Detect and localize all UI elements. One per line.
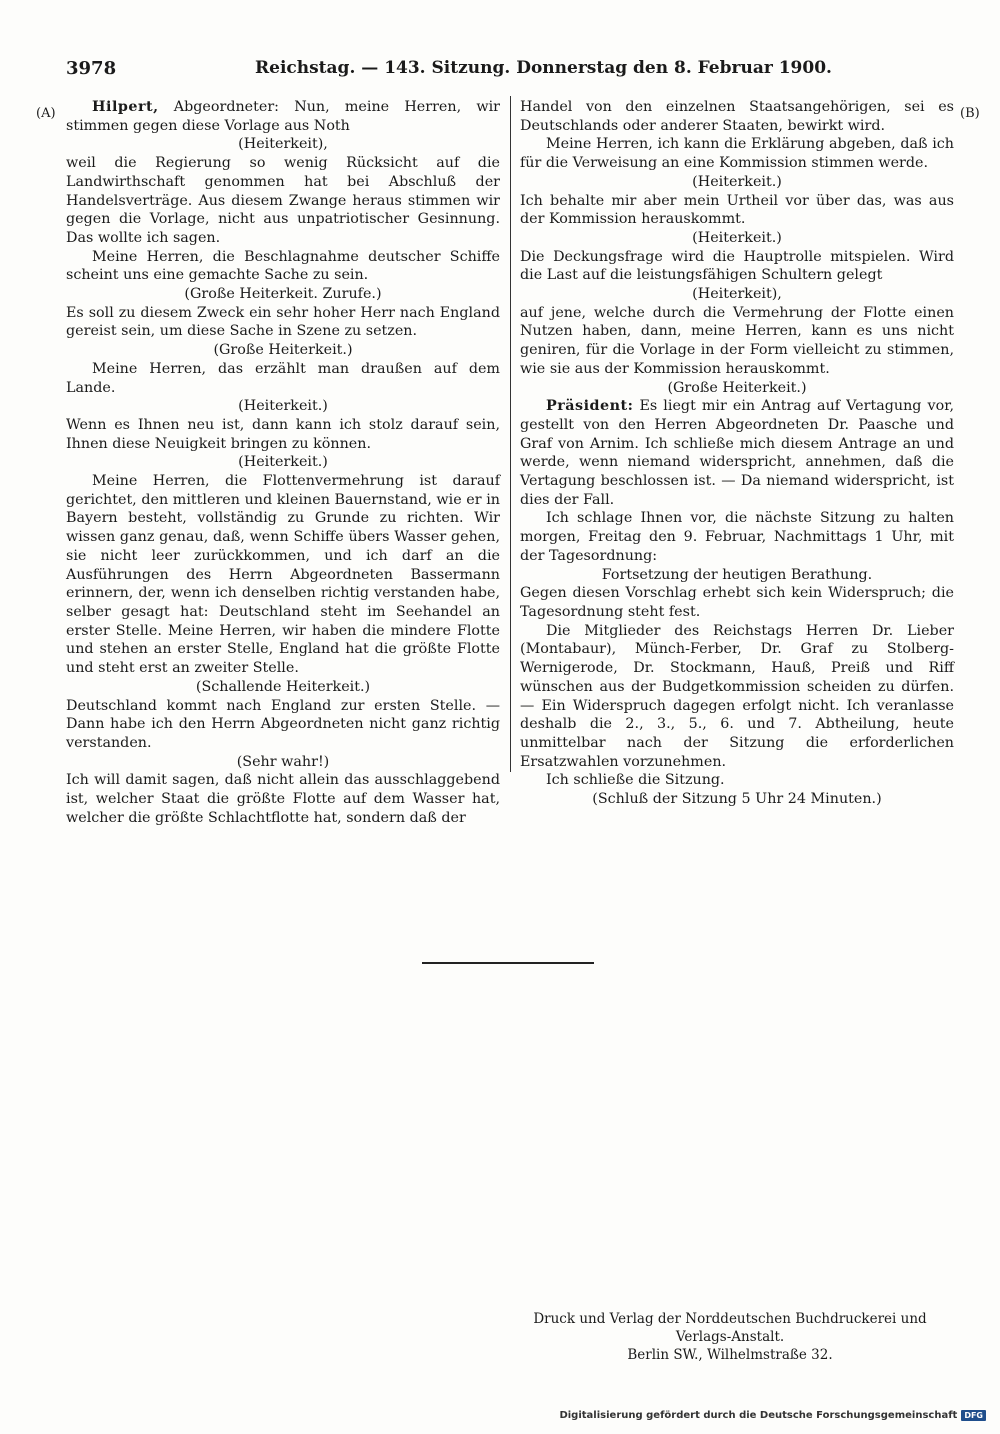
speech-paragraph: Es soll zu diesem Zweck ein sehr hoher Herr nach England gereist sein, um diese Sache in Szene zu setzen. [66, 304, 500, 340]
column-divider [510, 96, 511, 772]
reaction: (Heiterkeit.) [238, 398, 328, 415]
reaction: (Heiterkeit.) [692, 173, 782, 190]
speech-paragraph: Meine Herren, das erzählt man draußen auf dem Lande. [66, 360, 500, 396]
speech-paragraph [66, 98, 500, 135]
speech-paragraph: Ich schließe die Sitzung. [546, 772, 725, 789]
reaction: (Heiterkeit.) [692, 229, 782, 246]
agenda-item: Fortsetzung der heutigen Berathung. [601, 566, 873, 583]
speech-paragraph: Handel von den einzelnen Staatsangehörigen, sei es Deutschlands oder anderer Staaten, bewirkt wird. [520, 99, 954, 134]
page-number: 3978 [66, 58, 117, 79]
speech-paragraph: Die Deckungsfrage wird die Hauptrolle mitspielen. Wird die Last auf die leistungsfähigen Schultern gelegt [520, 248, 954, 284]
speech-paragraph: Deutschland kommt nach England zur ersten Stelle. — Dann habe ich den Herrn Abgeordneten nicht ganz richtig verstanden. [66, 697, 500, 751]
speech-paragraph: weil die Regierung so wenig Rücksicht auf die Landwirthschaft genommen hat bei Abschluß der Handelsverträge. Aus diesem Zwange heraus stimmen wir gegen die Vorlage, nicht aus unpatriotischer Gesinnung. Das wollte ich sagen. [66, 155, 500, 246]
speech-paragraph: Wenn es Ihnen neu ist, dann kann ich stolz darauf sein, Ihnen diese Neuigkeit bringen zu können. [66, 416, 500, 452]
reaction: (Heiterkeit.) [238, 454, 328, 471]
speech-text: Abgeordneter: Nun, meine Herren, wir stimmen gegen diese Vorlage aus Noth [66, 99, 500, 134]
end-rule [422, 962, 594, 964]
margin-mark-b: (B) [960, 106, 980, 121]
speech-paragraph: Meine Herren, die Flottenvermehrung ist darauf gerichtet, den mittleren und kleinen Bauernstand, wie er in Bayern besteht, vollständig zu Grunde zu richten. Wir wissen ganz genau, daß, wenn Schiffe übers Wasser gehen, sie nicht leer zurückkommen, und ich darf an die Ausführungen des Herrn Abgeordneten Bassermann erinnern, der, wenn ich denselben richtig verstanden habe, selber gesagt hat: Deutschland steht im Seehandel an erster Stelle. Meine Herren, wir haben die mindere Flotte und stehen an erster Stelle, England hat die größte Flotte und steht erst an zweiter Stelle. [66, 473, 500, 677]
reaction: (Schallende Heiterkeit.) [195, 678, 371, 695]
speaker-name: Hilpert, [92, 99, 159, 115]
speech-paragraph: Gegen diesen Vorschlag erhebt sich kein Widerspruch; die Tagesordnung steht fest. [520, 585, 954, 620]
speech-paragraph: Meine Herren, ich kann die Erklärung abgeben, daß ich für die Verweisung an eine Kommission stimmen werde. [520, 136, 954, 172]
reaction: (Große Heiterkeit. Zurufe.) [184, 286, 382, 303]
speech-paragraph: Ich will damit sagen, daß nicht allein das ausschlaggebend ist, welcher Staat die größte Flotte auf dem Wasser hat, welcher die größte Schlachtflotte hat, sondern daß der [66, 772, 500, 826]
left-column [66, 98, 500, 827]
session-close: (Schluß der Sitzung 5 Uhr 24 Minuten.) [592, 791, 882, 808]
running-head: Reichstag. — 143. Sitzung. Donnerstag den 8. Februar 1900. [255, 58, 832, 78]
right-column [520, 98, 954, 809]
speech-paragraph: auf jene, welche durch die Vermehrung der Flotte einen Nutzen haben, dann, meine Herren, kann es uns nicht geniren, für die Vorlage in der Form vielleicht zu stimmen, wie sie aus der Kommission herauskommt. [520, 304, 954, 377]
reaction: (Heiterkeit), [238, 136, 328, 153]
speech-paragraph: Ich schlage Ihnen vor, die nächste Sitzung zu halten morgen, Freitag den 9. Februar, Nachmittags 1 Uhr, mit der Tagesordnung: [520, 510, 954, 564]
speech-paragraph: Ich behalte mir aber mein Urtheil vor über das, was aus der Kommission herauskommt. [520, 192, 954, 228]
imprint-line-1: Druck und Verlag der Norddeutschen Buchdruckerei und Verlags-Anstalt. [533, 1311, 927, 1345]
imprint-line-2: Berlin SW., Wilhelmstraße 32. [627, 1347, 833, 1363]
digitization-footer [559, 1410, 986, 1421]
reaction: (Große Heiterkeit.) [213, 342, 353, 359]
speech-text: Es liegt mir ein Antrag auf Vertagung vor, gestellt von den Herren Abgeordneten Dr. Paasche und Graf von Arnim. Ich schließe mich diesem Antrage an und werde, wenn niemand widerspricht, annehmen, daß die Vertagung beschlossen ist. — Da niemand widerspricht, ist dies der Fall. [520, 398, 954, 508]
speaker-name: Präsident: [546, 398, 634, 415]
reaction: (Sehr wahr!) [236, 753, 330, 770]
speech-paragraph: Meine Herren, die Beschlagnahme deutscher Schiffe scheint uns eine gemachte Sache zu sein. [66, 248, 500, 284]
speech-paragraph [520, 397, 954, 509]
dfg-logo-icon: DFG [961, 1410, 986, 1421]
imprint [510, 1310, 950, 1364]
reaction: (Große Heiterkeit.) [667, 379, 807, 396]
speech-paragraph: Die Mitglieder des Reichstags Herren Dr. Lieber (Montabaur), Münch-Ferber, Dr. Graf zu Stolberg-Wernigerode, Dr. Stockmann, Hauß, Preiß und Riff wünschen aus der Budgetkommission scheiden zu dürfen. — Ein Widerspruch dagegen erfolgt nicht. Ich veranlasse deshalb die 2., 3., 5., 6. und 7. Abtheilung, heute unmittelbar nach der Sitzung die erforderlichen Ersatzwahlen vorzunehmen. [520, 622, 954, 770]
margin-mark-a: (A) [36, 106, 56, 121]
reaction: (Heiterkeit), [692, 286, 782, 303]
footer-text: Digitalisierung gefördert durch die Deutsche Forschungsgemeinschaft [559, 1410, 958, 1421]
